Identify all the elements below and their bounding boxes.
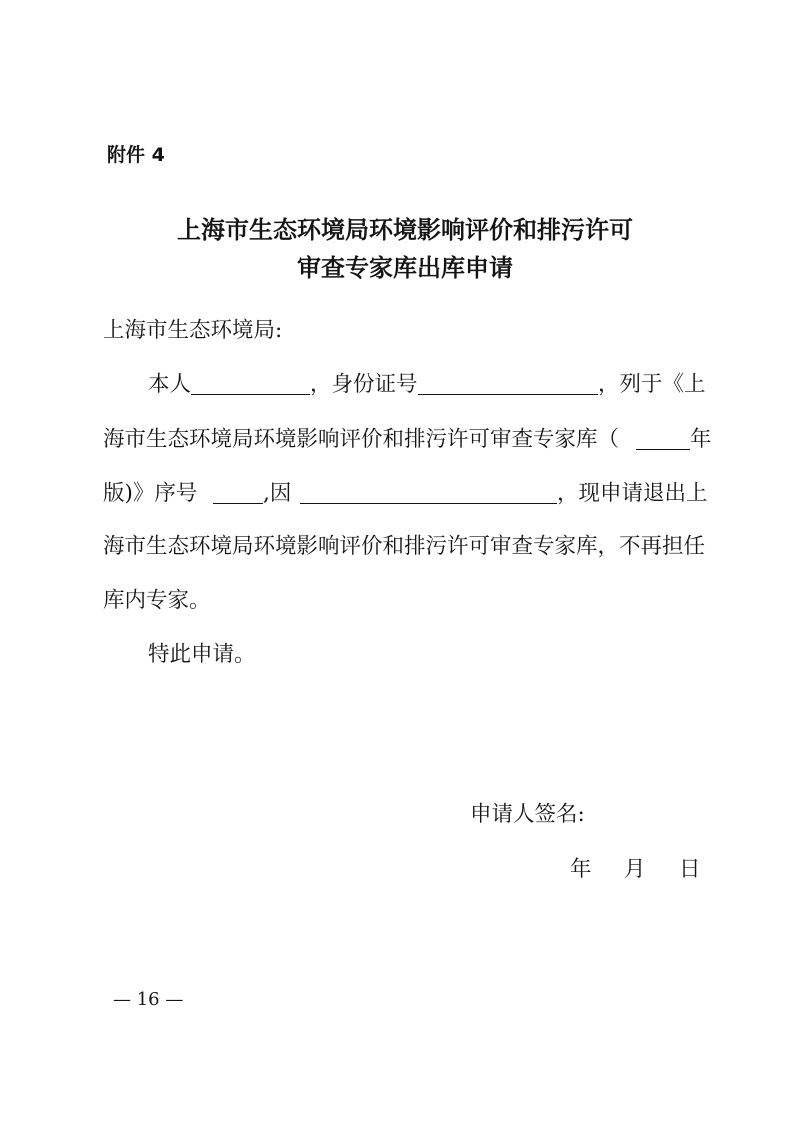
date-day-label: 日 xyxy=(679,857,701,882)
serial-number-blank-field[interactable] xyxy=(213,483,263,504)
attachment-label: 附件 4 xyxy=(107,144,165,166)
salutation: 上海市生态环境局: xyxy=(103,318,283,343)
body-line5: 库内专家。 xyxy=(103,588,211,613)
closing-text: 特此申请。 xyxy=(148,642,256,667)
title-line-1: 上海市生态环境局环境影响评价和排污许可 xyxy=(177,216,633,244)
body-line2-text-a: 海市生态环境局环境影响评价和排污许可审查专家库（ xyxy=(103,427,620,452)
date-year-label: 年 xyxy=(570,857,592,882)
id-number-blank-field[interactable] xyxy=(418,374,598,395)
reason-blank-field[interactable] xyxy=(300,483,557,504)
signature-label: 申请人签名: xyxy=(470,802,585,827)
body-line1-text-a: 本人 xyxy=(148,372,192,397)
year-version-blank-field[interactable] xyxy=(636,429,690,450)
body-line3-text-c: ，现申请退出上 xyxy=(557,481,708,506)
body-line4: 海市生态环境局环境影响评价和排污许可审查专家库，不再担任 xyxy=(103,534,706,559)
body-line2-text-b: 年 xyxy=(690,427,712,452)
body-line3-text-a: 版)》序号 xyxy=(103,481,198,506)
date-month-label: 月 xyxy=(624,857,646,882)
body-line3-text-b: ,因 xyxy=(263,481,292,506)
name-blank-field[interactable] xyxy=(191,374,310,395)
page-number: — 16 — xyxy=(113,989,184,1010)
body-line1-text-c: ，列于《上 xyxy=(598,372,706,397)
title-line-2: 审查专家库出库申请 xyxy=(297,254,513,282)
body-line1-text-b: ，身份证号 xyxy=(310,372,418,397)
